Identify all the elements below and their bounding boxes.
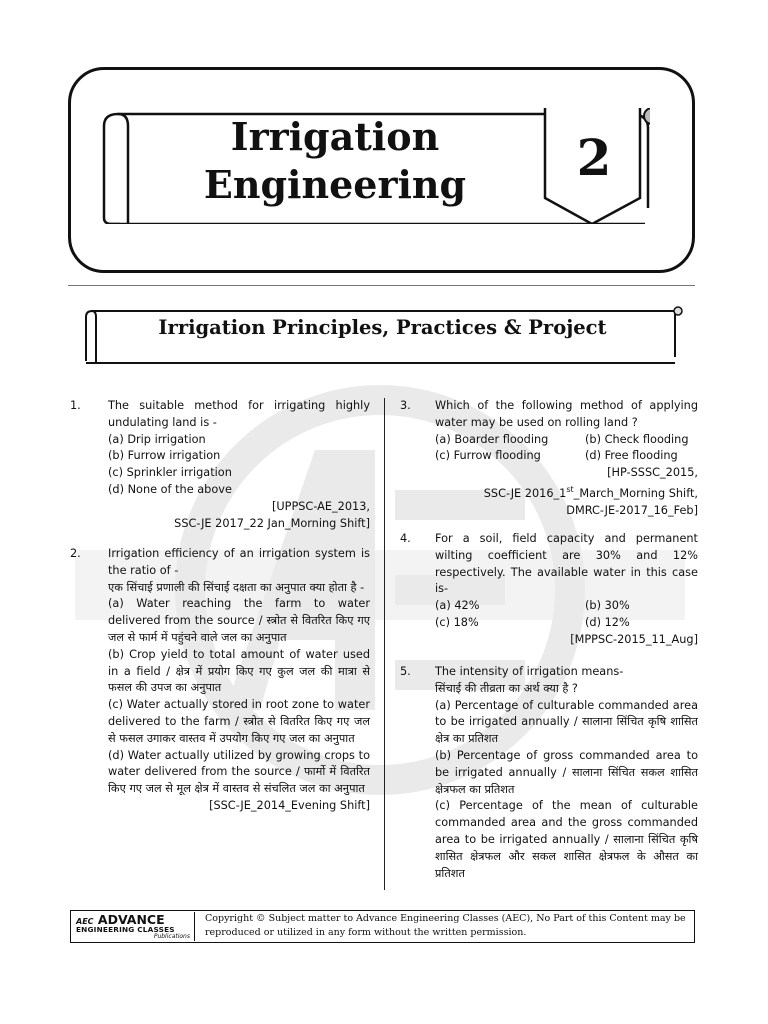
- option-c: (c) Furrow flooding: [435, 449, 541, 463]
- logo-text-mid: ENGINEERING CLASSES: [76, 925, 175, 934]
- question-source: [SSC-JE_2014_Evening Shift]: [209, 798, 370, 812]
- option-c: (c) 18%: [435, 615, 479, 629]
- option-a: (a) Water reaching the farm to water delivered from the source / स्त्रोत से वितरित किए गए जल से फार्म में पहुंचने वाले जल का अनुपात: [108, 597, 370, 644]
- question-stem: The intensity of irrigation means-: [435, 665, 624, 678]
- option-c: (c) Sprinkler irrigation: [108, 466, 232, 480]
- option-a: (a) Boarder flooding: [435, 432, 549, 446]
- question-stem: Which of the following method of applying water may be used on rolling land ?: [435, 399, 698, 429]
- option-b: (b) Crop yield to total amount of water used in a field / क्षेत्र में प्रयोग किए गए कुल जल की मात्रा से फसल की उपज का अनुपात: [108, 647, 370, 695]
- question-4: [400, 531, 698, 651]
- copyright-notice: Copyright © Subject matter to Advance Engineering Classes (AEC), No Part of this Content may be reproduced or utilized in any form without the written permission.: [205, 913, 686, 938]
- question-number: 3.: [400, 399, 411, 412]
- question-2: [70, 546, 370, 886]
- question-source-2: SSC-JE 2016_1st_March_Morning Shift,: [483, 484, 698, 500]
- question-source-3: DMRC-JE-2017_16_Feb]: [566, 503, 698, 517]
- header-divider: [68, 285, 695, 286]
- aec-logo: [72, 912, 195, 941]
- column-divider: [384, 398, 385, 890]
- option-a: (a) Drip irrigation: [108, 432, 206, 446]
- question-number: 1.: [70, 399, 81, 412]
- question-stem-hindi: एक सिंचाई प्रणाली की सिंचाई दक्षता का अनुपात क्या होता है -: [108, 580, 365, 594]
- chapter-title-line2: Engineering: [203, 162, 467, 207]
- option-d: (d) 12%: [585, 615, 630, 629]
- option-b: (b) 30%: [585, 599, 630, 613]
- question-stem-hindi: सिंचाई की तीव्रता का अर्थ क्या है ?: [435, 681, 578, 695]
- chapter-number: 2: [576, 128, 612, 187]
- option-b: (b) Furrow irrigation: [108, 449, 221, 463]
- chapter-title-line1: Irrigation: [230, 114, 440, 159]
- question-source: [MPPSC-2015_11_Aug]: [570, 632, 698, 646]
- option-b: (b) Check flooding: [585, 432, 689, 446]
- question-number: 5.: [400, 665, 411, 678]
- question-source: [HP-SSSC_2015,: [607, 466, 698, 480]
- option-d: (d) Free flooding: [585, 449, 678, 463]
- question-number: 4.: [400, 532, 411, 545]
- option-b: (b) Percentage of gross commanded area to be irrigated annually / सालाना सिंचित सकल शासित क्षेत्रफल का प्रतिशत: [435, 748, 698, 796]
- question-stem: The suitable method for irrigating highly undulating land is -: [108, 399, 370, 429]
- option-d: (d) Water actually utilized by growing crops to water delivered from the source / फार्मो में वितरित किए गए जल से मूल क्षेत्र में वास्तव से संचलित जल का अनुपात: [108, 748, 370, 796]
- option-d: (d) None of the above: [108, 482, 232, 496]
- logo-text-top: AEC ADVANCE: [76, 912, 165, 927]
- question-source: [UPPSC-AE_2013,: [271, 499, 370, 513]
- question-stem: Irrigation efficiency of an irrigation system is the ratio of -: [108, 547, 370, 577]
- option-a: (a) Percentage of culturable commanded area to be irrigated annually / सालाना सिंचित कृषि शासित क्षेत्र का प्रतिशत: [435, 698, 698, 746]
- option-c: (c) Water actually stored in root zone to water delivered to the farm / स्त्रोत से वितरित किए गए जल से फसल उगाकर वास्तव में उपयोग किए गए जल का अनुपात: [108, 698, 371, 745]
- chapter-title: [170, 113, 500, 209]
- question-1: [70, 398, 370, 533]
- question-stem: For a soil, field capacity and permanent wilting coefficient are 30% and 12% respectively. The available water in this case is-: [435, 532, 698, 596]
- question-3: [400, 398, 698, 518]
- question-5: [400, 664, 698, 894]
- option-c: (c) Percentage of the mean of culturable commanded area and the gross commanded area to be irrigated annually / सालाना सिंचित कृषि शासित क्षेत्रफल और सकल शासित क्षेत्रफल के औसत का प्रतिशत: [435, 799, 698, 880]
- question-source-2: SSC-JE 2017_22 Jan_Morning Shift]: [174, 516, 370, 530]
- logo-text-bottom: Publications: [153, 933, 190, 940]
- question-number: 2.: [70, 547, 81, 560]
- section-title: Irrigation Principles, Practices & Project: [158, 316, 607, 339]
- option-a: (a) 42%: [435, 599, 480, 613]
